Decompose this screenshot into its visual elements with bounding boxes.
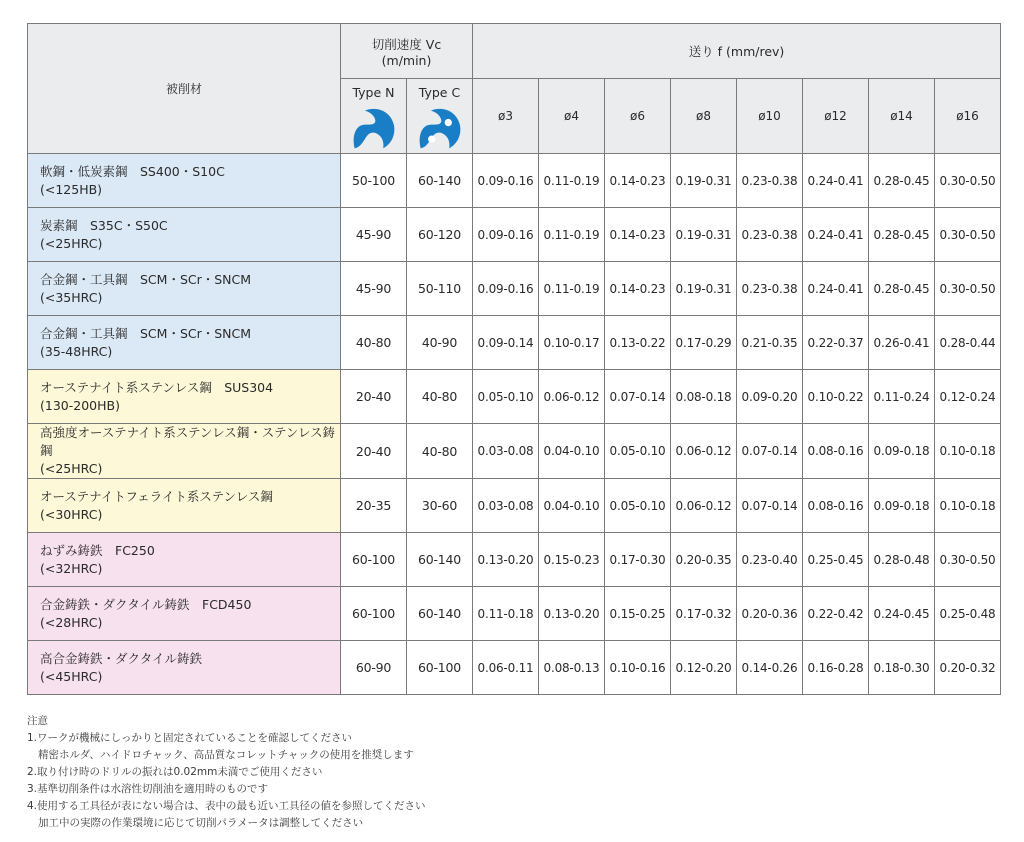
feed-cell: 0.28-0.45	[869, 154, 935, 208]
speed-type-c-cell: 30-60	[407, 479, 473, 533]
diameter-header-4: ø4	[539, 79, 605, 154]
feed-cell: 0.16-0.28	[803, 641, 869, 695]
type-n-label: Type N	[352, 84, 395, 100]
speed-type-n-cell: 20-40	[341, 370, 407, 424]
table-header	[28, 24, 1001, 154]
material-column-header	[28, 24, 341, 154]
feed-cell: 0.19-0.31	[671, 154, 737, 208]
note-line: 2.取り付け時のドリルの振れは0.02mm未満でご使用ください	[27, 766, 323, 778]
feed-cell: 0.09-0.14	[473, 316, 539, 370]
speed-type-n-cell: 60-100	[341, 587, 407, 641]
feed-cell: 0.08-0.18	[671, 370, 737, 424]
speed-type-c-cell: 50-110	[407, 262, 473, 316]
table-row	[28, 533, 1001, 587]
table-row	[28, 316, 1001, 370]
speed-type-n-cell: 45-90	[341, 208, 407, 262]
feed-cell: 0.15-0.25	[605, 587, 671, 641]
feed-cell: 0.09-0.16	[473, 262, 539, 316]
speed-type-c-cell: 40-80	[407, 424, 473, 479]
speed-type-c-cell: 60-140	[407, 587, 473, 641]
feed-cell: 0.07-0.14	[605, 370, 671, 424]
cutting-speed-label: 切削速度 Vc	[371, 36, 442, 52]
feed-cell: 0.30-0.50	[935, 533, 1001, 587]
material-cell	[28, 533, 341, 587]
feed-cell: 0.30-0.50	[935, 208, 1001, 262]
feed-cell: 0.12-0.24	[935, 370, 1001, 424]
material-hardness: (35-48HRC)	[40, 343, 113, 359]
speed-type-c-cell: 60-100	[407, 641, 473, 695]
feed-cell: 0.13-0.20	[473, 533, 539, 587]
cutting-conditions-table	[27, 23, 1001, 695]
speed-type-n-cell: 45-90	[341, 262, 407, 316]
feed-cell: 0.20-0.32	[935, 641, 1001, 695]
feed-cell: 0.09-0.18	[869, 424, 935, 479]
feed-cell: 0.11-0.19	[539, 208, 605, 262]
speed-type-c-cell: 60-140	[407, 533, 473, 587]
material-name: 軟鋼・低炭素鋼 SS400・S10C	[40, 163, 225, 179]
material-hardness: (<32HRC)	[40, 560, 103, 576]
table-row	[28, 587, 1001, 641]
feed-cell: 0.13-0.20	[539, 587, 605, 641]
feed-cell: 0.25-0.45	[803, 533, 869, 587]
cutting-speed-unit: (m/min)	[381, 52, 432, 68]
feed-cell: 0.14-0.23	[605, 208, 671, 262]
notes-title: 注意	[27, 715, 48, 727]
material-name: 高合金鋳鉄・ダクタイル鋳鉄	[40, 650, 203, 666]
material-hardness: (<35HRC)	[40, 289, 103, 305]
feed-cell: 0.11-0.18	[473, 587, 539, 641]
table-row	[28, 641, 1001, 695]
material-hardness: (130-200HB)	[40, 397, 120, 413]
feed-cell: 0.28-0.45	[869, 208, 935, 262]
material-cell	[28, 208, 341, 262]
material-cell	[28, 316, 341, 370]
feed-cell: 0.28-0.45	[869, 262, 935, 316]
cutting-speed-header	[341, 24, 473, 79]
material-name: オーステナイト系ステンレス鋼 SUS304	[40, 379, 274, 395]
feed-cell: 0.15-0.23	[539, 533, 605, 587]
note-line: 1.ワークが機械にしっかりと固定されていることを確認してください	[27, 732, 353, 744]
diameter-header-12: ø12	[803, 79, 869, 154]
feed-cell: 0.12-0.20	[671, 641, 737, 695]
feed-cell: 0.05-0.10	[473, 370, 539, 424]
table-row	[28, 262, 1001, 316]
table-body	[28, 154, 1001, 695]
speed-type-n-cell: 20-40	[341, 424, 407, 479]
feed-cell: 0.04-0.10	[539, 424, 605, 479]
table-row	[28, 154, 1001, 208]
feed-cell: 0.18-0.30	[869, 641, 935, 695]
feed-cell: 0.07-0.14	[737, 479, 803, 533]
diameter-header-6: ø6	[605, 79, 671, 154]
material-cell	[28, 587, 341, 641]
feed-cell: 0.10-0.18	[935, 424, 1001, 479]
note-line: 精密ホルダ、ハイドロチャック、高品質なコレットチャックの使用を推奨します	[38, 749, 414, 761]
feed-cell: 0.26-0.41	[869, 316, 935, 370]
feed-cell: 0.21-0.35	[737, 316, 803, 370]
feed-cell: 0.20-0.36	[737, 587, 803, 641]
feed-cell: 0.23-0.38	[737, 262, 803, 316]
feed-cell: 0.24-0.45	[869, 587, 935, 641]
feed-cell: 0.09-0.18	[869, 479, 935, 533]
diameter-header-14: ø14	[869, 79, 935, 154]
feed-cell: 0.09-0.20	[737, 370, 803, 424]
feed-cell: 0.30-0.50	[935, 262, 1001, 316]
material-name: 高強度オーステナイト系ステンレス鋼・ステンレス鋳鋼	[40, 425, 336, 458]
feed-cell: 0.28-0.48	[869, 533, 935, 587]
material-name: 合金鋼・工具鋼 SCM・SCr・SNCM	[40, 271, 252, 287]
table-row	[28, 479, 1001, 533]
feed-cell: 0.10-0.22	[803, 370, 869, 424]
feed-cell: 0.25-0.48	[935, 587, 1001, 641]
feed-cell: 0.07-0.14	[737, 424, 803, 479]
feed-cell: 0.05-0.10	[605, 424, 671, 479]
feed-cell: 0.17-0.29	[671, 316, 737, 370]
material-name: 合金鋼・工具鋼 SCM・SCr・SNCM	[40, 325, 252, 341]
feed-cell: 0.19-0.31	[671, 208, 737, 262]
material-cell	[28, 424, 341, 479]
feed-cell: 0.17-0.30	[605, 533, 671, 587]
feed-cell: 0.04-0.10	[539, 479, 605, 533]
feed-cell: 0.10-0.18	[935, 479, 1001, 533]
feed-cell: 0.23-0.40	[737, 533, 803, 587]
feed-cell: 0.06-0.12	[671, 424, 737, 479]
drill-cross-section-type-n-icon	[351, 106, 397, 152]
material-label: 被削材	[165, 82, 202, 96]
material-hardness: (<25HRC)	[40, 461, 103, 476]
notes-section	[27, 713, 426, 832]
type-n-header	[341, 79, 407, 154]
feed-cell: 0.24-0.41	[803, 208, 869, 262]
feed-cell: 0.22-0.37	[803, 316, 869, 370]
material-hardness: (<45HRC)	[40, 668, 103, 684]
feed-cell: 0.06-0.11	[473, 641, 539, 695]
speed-type-n-cell: 60-100	[341, 533, 407, 587]
feed-cell: 0.08-0.16	[803, 424, 869, 479]
speed-type-c-cell: 40-80	[407, 370, 473, 424]
material-hardness: (<30HRC)	[40, 506, 103, 522]
material-hardness: (<25HRC)	[40, 235, 103, 251]
feed-cell: 0.14-0.23	[605, 262, 671, 316]
feed-cell: 0.11-0.19	[539, 154, 605, 208]
feed-cell: 0.24-0.41	[803, 154, 869, 208]
material-name: オーステナイトフェライト系ステンレス鋼	[40, 488, 273, 504]
feed-cell: 0.20-0.35	[671, 533, 737, 587]
feed-cell: 0.14-0.26	[737, 641, 803, 695]
speed-type-n-cell: 20-35	[341, 479, 407, 533]
feed-cell: 0.09-0.16	[473, 208, 539, 262]
speed-type-n-cell: 60-90	[341, 641, 407, 695]
feed-cell: 0.03-0.08	[473, 424, 539, 479]
feed-cell: 0.09-0.16	[473, 154, 539, 208]
material-hardness: (<28HRC)	[40, 614, 103, 630]
material-name: 合金鋳鉄・ダクタイル鋳鉄 FCD450	[40, 596, 252, 612]
feed-cell: 0.13-0.22	[605, 316, 671, 370]
speed-type-n-cell: 50-100	[341, 154, 407, 208]
material-name: 炭素鋼 S35C・S50C	[40, 217, 168, 233]
material-cell	[28, 479, 341, 533]
feed-cell: 0.08-0.16	[803, 479, 869, 533]
type-c-label: Type C	[418, 84, 461, 100]
diameter-header-16: ø16	[935, 79, 1001, 154]
feed-cell: 0.23-0.38	[737, 154, 803, 208]
feed-cell: 0.03-0.08	[473, 479, 539, 533]
feed-cell: 0.06-0.12	[671, 479, 737, 533]
feed-cell: 0.10-0.17	[539, 316, 605, 370]
feed-cell: 0.24-0.41	[803, 262, 869, 316]
diameter-header-3: ø3	[473, 79, 539, 154]
material-hardness: (<125HB)	[40, 181, 103, 197]
feed-cell: 0.30-0.50	[935, 154, 1001, 208]
speed-type-n-cell: 40-80	[341, 316, 407, 370]
speed-type-c-cell: 40-90	[407, 316, 473, 370]
feed-cell: 0.05-0.10	[605, 479, 671, 533]
table-row	[28, 370, 1001, 424]
material-name: ねずみ鋳鉄 FC250	[40, 542, 155, 558]
note-line: 3.基準切削条件は水溶性切削油を適用時のものです	[27, 783, 269, 795]
material-cell	[28, 154, 341, 208]
feed-label: 送り f (mm/rev)	[688, 44, 785, 59]
feed-cell: 0.23-0.38	[737, 208, 803, 262]
feed-cell: 0.28-0.44	[935, 316, 1001, 370]
feed-cell: 0.17-0.32	[671, 587, 737, 641]
feed-cell: 0.06-0.12	[539, 370, 605, 424]
speed-type-c-cell: 60-120	[407, 208, 473, 262]
speed-type-c-cell: 60-140	[407, 154, 473, 208]
diameter-header-10: ø10	[737, 79, 803, 154]
table-row	[28, 424, 1001, 479]
feed-cell: 0.10-0.16	[605, 641, 671, 695]
note-line: 加工中の実際の作業環境に応じて切削パラメータは調整してください	[38, 817, 364, 829]
drill-cross-section-type-c-coolant-icon	[417, 106, 463, 152]
feed-cell: 0.19-0.31	[671, 262, 737, 316]
material-cell	[28, 370, 341, 424]
material-cell	[28, 262, 341, 316]
table-row	[28, 208, 1001, 262]
feed-cell: 0.11-0.19	[539, 262, 605, 316]
feed-cell: 0.14-0.23	[605, 154, 671, 208]
feed-cell: 0.22-0.42	[803, 587, 869, 641]
feed-cell: 0.11-0.24	[869, 370, 935, 424]
feed-header	[473, 24, 1001, 79]
diameter-header-8: ø8	[671, 79, 737, 154]
material-cell	[28, 641, 341, 695]
feed-cell: 0.08-0.13	[539, 641, 605, 695]
note-line: 4.使用する工具径が表にない場合は、表中の最も近い工具径の値を参照してください	[27, 800, 426, 812]
type-c-header	[407, 79, 473, 154]
